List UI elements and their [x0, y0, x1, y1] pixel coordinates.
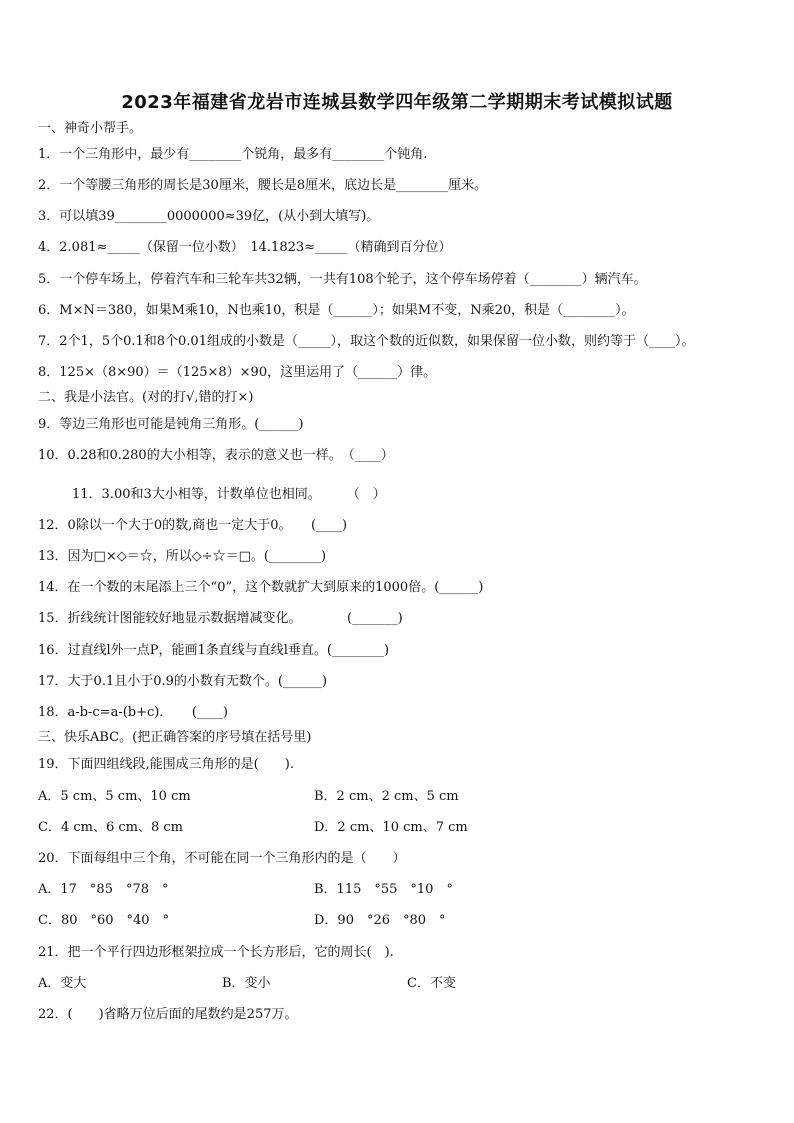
q19-option-b: B．2 cm、2 cm、5 cm — [314, 789, 459, 804]
q19-option-a: A．5 cm、5 cm、10 cm — [38, 789, 191, 804]
question-22: 22．( )省略万位后面的尾数约是257万。 — [38, 1007, 298, 1022]
question-18: 18．a-b-c=a-(b+c)． (____) — [38, 705, 228, 720]
section-heading-3: 三、快乐ABC。(把正确答案的序号填在括号里) — [38, 730, 312, 745]
question-7: 7．2个1，5个0.1和8个0.01组成的小数是（_____），取这个数的近似数，如果保留一位小数，则约等于（____）。 — [38, 334, 695, 349]
q21-option-b: B．变小 — [222, 976, 271, 991]
page-title: 2023年福建省龙岩市连城县数学四年级第二学期期末考试模拟试题 — [121, 92, 673, 113]
question-1: 1．一个三角形中，最少有________个锐角，最多有________个钝角. — [38, 147, 428, 162]
section-heading-2: 二、我是小法官。(对的打√,错的打×) — [38, 390, 254, 405]
q20-option-d: D．90 °26 °80 ° — [314, 913, 446, 928]
question-6: 6．M×N＝380，如果M乘10，N也乘10，积是（______）；如果M不变，N乘20，积是（________）。 — [38, 303, 635, 318]
question-13: 13．因为□×◇＝☆，所以◇÷☆＝□。(________) — [38, 549, 327, 564]
question-10: 10．0.28和0.280的大小相等，表示的意义也一样。 （____） — [38, 448, 394, 463]
question-5: 5．一个停车场上，停着汽车和三轮车共32辆，一共有108个轮子，这个停车场停着（________）辆汽车。 — [38, 272, 647, 287]
q20-option-b: B．115 °55 °10 ° — [314, 882, 453, 897]
q21-option-a: A．变大 — [38, 976, 87, 991]
question-8: 8．125×（8×90）＝（125×8）×90，这里运用了（______）律。 — [38, 365, 437, 380]
q20-option-c: C．80 °60 °40 ° — [38, 913, 170, 928]
question-11: 11．3.00和3大小相等，计数单位也相同。 （ ） — [72, 487, 386, 502]
q19-option-c: C．4 cm、6 cm、8 cm — [38, 820, 183, 835]
q20-option-a: A．17 °85 °78 ° — [38, 882, 169, 897]
q21-option-c: C．不变 — [407, 976, 456, 991]
q19-option-d: D．2 cm、10 cm、7 cm — [314, 820, 468, 835]
question-4: 4．2.081≈_____（保留一位小数） 14.1823≈_____（精确到百分位） — [38, 240, 452, 255]
question-12: 12．0除以一个大于0的数,商也一定大于0。 (____) — [38, 518, 348, 533]
question-9: 9．等边三角形也可能是钝角三角形。(______) — [38, 417, 304, 432]
question-20: 20．下面每组中三个角，不可能在同一个三角形内的是（ ） — [38, 851, 406, 866]
question-15: 15．折线统计图能较好地显示数据增减变化。 (_______) — [38, 611, 403, 626]
question-16: 16．过直线l外一点P，能画1条直线与直线l垂直。(________) — [38, 643, 390, 658]
question-2: 2．一个等腰三角形的周长是30厘米，腰长是8厘米，底边长是________厘米。 — [38, 178, 488, 193]
question-21: 21．把一个平行四边形框架拉成一个长方形后，它的周长( ). — [38, 945, 394, 960]
section-heading-1: 一、神奇小帮手。 — [38, 121, 143, 136]
question-17: 17．大于0.1且小于0.9的小数有无数个。(______) — [38, 674, 328, 689]
question-19: 19．下面四组线段,能围成三角形的是( ). — [38, 757, 294, 772]
question-14: 14．在一个数的末尾添上三个“0”，这个数就扩大到原来的1000倍。(______) — [38, 580, 484, 595]
question-3: 3．可以填39________0000000≈39亿，(从小到大填写)。 — [38, 209, 380, 224]
